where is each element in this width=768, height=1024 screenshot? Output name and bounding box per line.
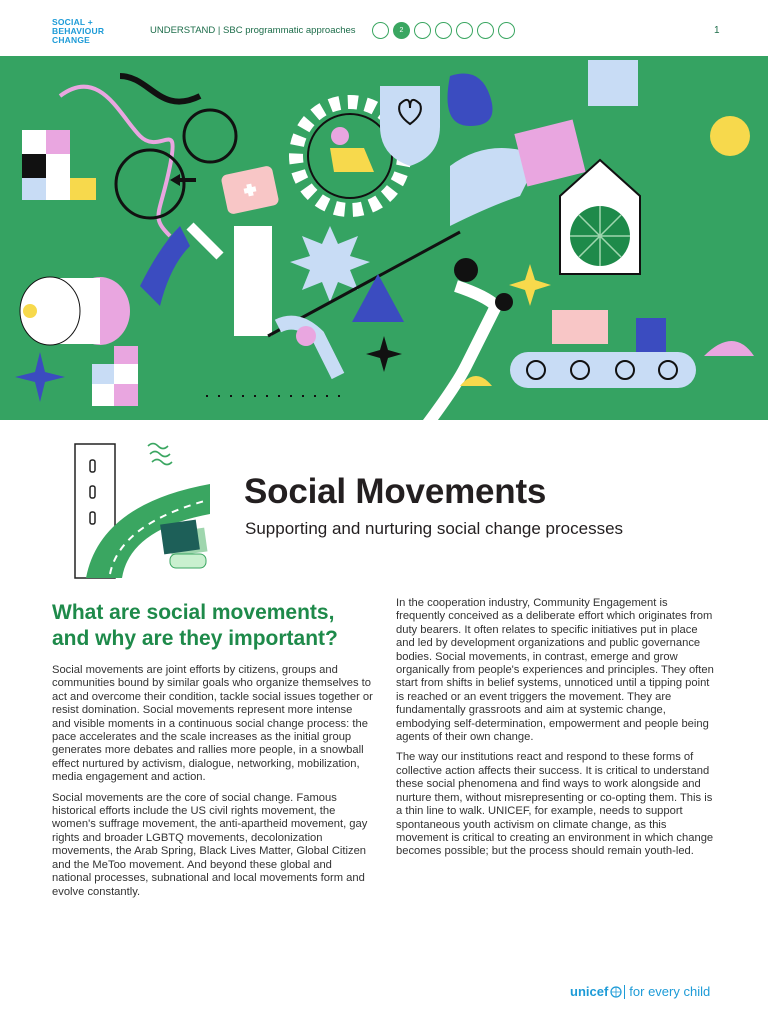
paragraph: Social movements are the core of social change. Famous historical efforts include the US civil rights movement, the women's suffrage movement, the anti-apartheid movement, gay rights and broader LGBTQ movements, decolonization movements, the Arab Spring, Black Lives Matter, Global Citizen and the MeToo movement. And beyond these global and national processes, subnational and local movements form and evolve constantly. [52, 791, 368, 898]
right-column [396, 597, 718, 866]
page-title: Social Movements [244, 472, 547, 511]
page-subtitle: Supporting and nurturing social change processes [245, 519, 624, 538]
road-illustration [70, 434, 220, 584]
paragraph: The way our institutions react and respond to these forms of collective action affects their success. It is critical to understand these social phenomena and find ways to work alongside and nurture them, without misrepresenting or co-opting them. This is a thin line to walk. UNICEF, for example, needs to support spontaneous youth activism on climate change, as this movement is critical to creating an environment in which change becomes possible; but the process should remain youth-led. [396, 751, 714, 858]
progress-dot[interactable] [435, 22, 452, 39]
section-heading: What are social movements, and why are they important? [52, 601, 338, 650]
progress-dot[interactable] [456, 22, 473, 39]
collage-illustration [0, 56, 768, 420]
paragraph: Social movements are joint efforts by citizens, groups and communities bound by similar goals who organize themselves to act and overcome their condition, tackle social issues together or resist domination. Social movements represent more intense and visible moments in a continuous social change process: the pace accelerates and the scale increases as the initial group generates more debates and rallies more people, in a snowball effect nurtured by activism, dialogue, networking, mobilization, media engagement and action. [52, 664, 373, 784]
page-number: 1 [714, 25, 720, 36]
unicef-logo[interactable] [570, 984, 710, 999]
globe-icon [610, 986, 622, 998]
progress-dot-active[interactable]: 2 [393, 22, 410, 39]
section-progress-dots [372, 22, 515, 39]
tagline: for every child [629, 984, 711, 999]
sbc-logo: SOCIAL + BEHAVIOUR CHANGE [52, 17, 105, 45]
page-header [0, 0, 768, 56]
progress-dot[interactable] [372, 22, 389, 39]
progress-dot[interactable] [477, 22, 494, 39]
paragraph: In the cooperation industry, Community Engagement is frequently conceived as a deliberate effort which originates from duty bearers. It often relates to specific initiatives put in place and led by development organizations and public governance bodies. Social movements, in contrast, emerge and grow organically from people's experiences and principles. They often start from shifts in belief systems, unnoticed until a tipping point is reached or an event triggers the movement. They are fundamentally grassroots and aim at systemic change, embodying self-determination, empowerment and people being agents of their own change. [396, 597, 714, 744]
left-column [52, 600, 374, 906]
progress-dot[interactable] [414, 22, 431, 39]
breadcrumb[interactable]: UNDERSTAND | SBC programmatic approaches [150, 25, 356, 36]
progress-dot[interactable] [498, 22, 515, 39]
hero-illustration [0, 56, 768, 420]
divider [624, 985, 625, 999]
unicef-wordmark: unicef [570, 984, 609, 999]
